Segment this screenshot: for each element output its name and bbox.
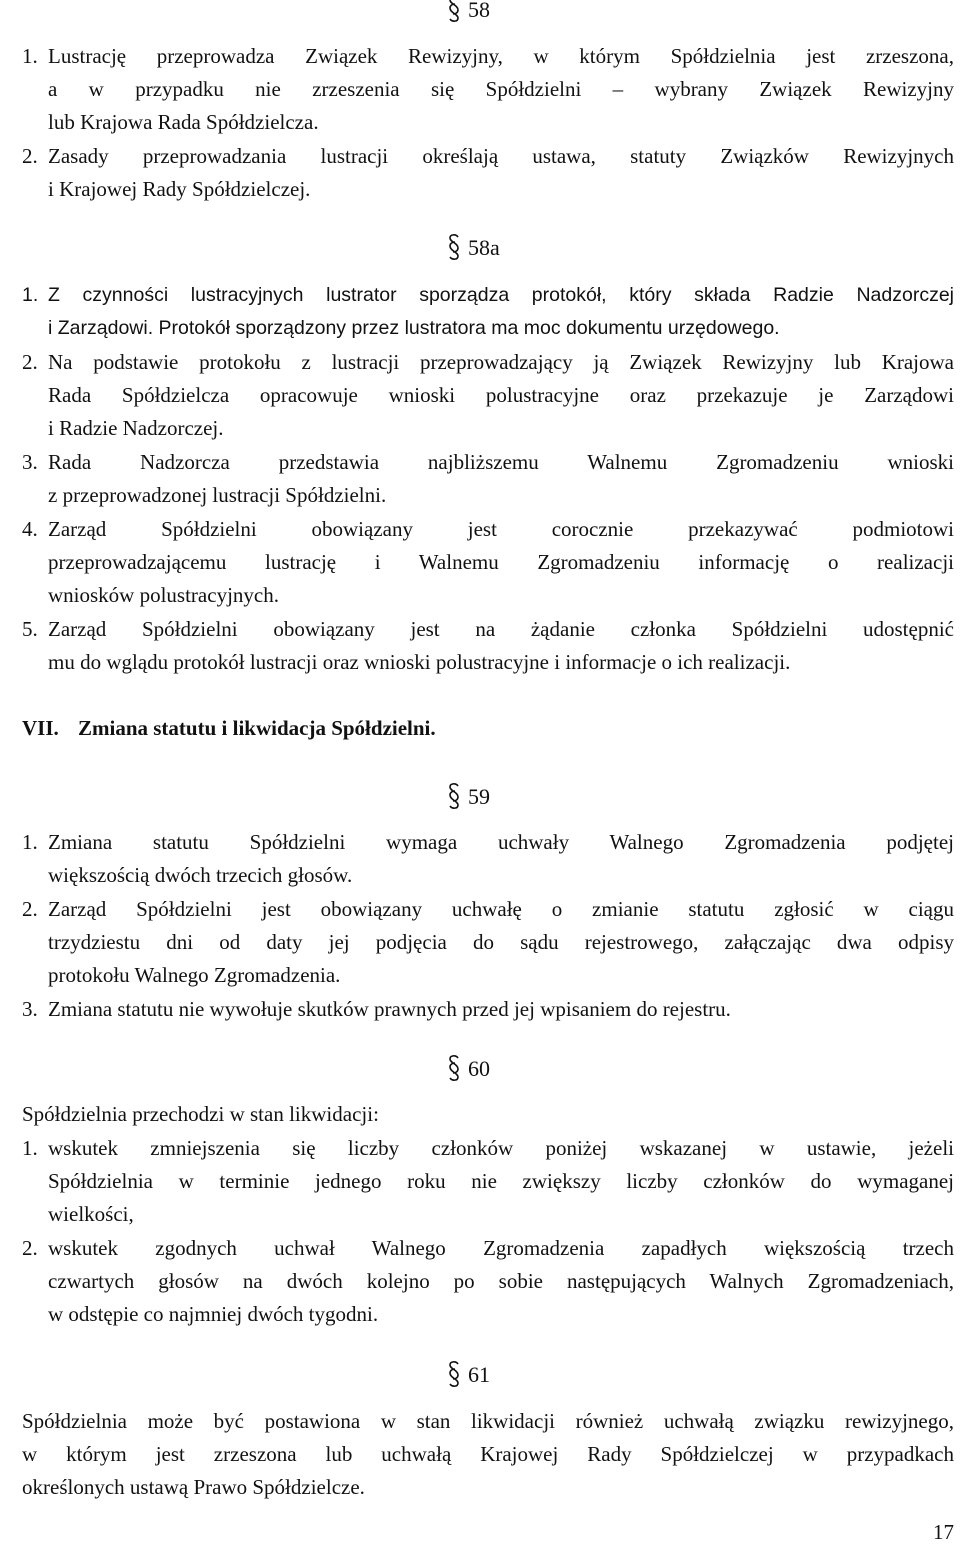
text-line: Rada Spółdzielcza opracowuje wnioski polustracyjne oraz przekazuje je Zarządowi <box>48 383 954 407</box>
text-line: wskutek zgodnych uchwał Walnego Zgromadzenia zapadłych większością trzech <box>48 1236 954 1260</box>
section-58-number: 58 <box>468 0 490 22</box>
section-59-number: 59 <box>468 784 490 809</box>
s58a-paragraph-3 <box>22 446 954 512</box>
text-line: i Zarządowi. Protokół sporządzony przez lustratora ma moc dokumentu urzędowego. <box>48 317 780 339</box>
text-line: Spółdzielnia może być postawiona w stan likwidacji również uchwałą związku rewizyjnego, <box>22 1409 954 1433</box>
section-sign-icon <box>446 782 462 810</box>
s60-p1-number: 1. <box>22 1136 38 1160</box>
s58a-paragraph-1 <box>22 279 954 345</box>
s60-paragraph-2 <box>22 1232 954 1331</box>
s59-paragraph-2 <box>22 893 954 992</box>
text-line: i Krajowej Rady Spółdzielczej. <box>48 177 311 201</box>
s58a-paragraph-5 <box>22 613 954 679</box>
text-line: wskutek zmniejszenia się liczby członków poniżej wskazanej w ustawie, jeżeli <box>48 1136 954 1160</box>
chapter-heading <box>22 712 436 745</box>
text-line: większością dwóch trzecich głosów. <box>48 863 353 887</box>
s58-p2-number: 2. <box>22 144 38 168</box>
text-line: Spółdzielnia przechodzi w stan likwidacji: <box>22 1102 379 1126</box>
text-line: i Radzie Nadzorczej. <box>48 416 224 440</box>
section-sign-icon <box>446 0 462 23</box>
text-line: Zmiana statutu Spółdzielni wymaga uchwały Walnego Zgromadzenia podjętej <box>48 830 954 854</box>
text-line: protokołu Walnego Zgromadzenia. <box>48 963 341 987</box>
text-line: Spółdzielnia w terminie jednego roku nie zwiększy liczby członków do wymaganej <box>48 1169 954 1193</box>
section-58a-heading <box>446 228 566 268</box>
section-61-heading <box>446 1355 566 1395</box>
section-60-number: 60 <box>468 1056 490 1081</box>
chapter-title: Zmiana statutu i likwidacja Spółdzielni. <box>78 716 436 740</box>
section-60-heading <box>446 1049 566 1089</box>
section-58a-number: 58a <box>468 235 500 260</box>
text-line: Rada Nadzorcza przedstawia najbliższemu Walnemu Zgromadzeniu wnioski <box>48 450 954 474</box>
s59-paragraph-3 <box>22 993 954 1026</box>
text-line: wielkości, <box>48 1202 134 1226</box>
s58a-p2-number: 2. <box>22 350 38 374</box>
text-line: Zasady przeprowadzania lustracji określają ustawa, statuty Związków Rewizyjnych <box>48 144 954 168</box>
section-61-number: 61 <box>468 1362 490 1387</box>
s58-p1-number: 1. <box>22 44 38 68</box>
text-line: przeprowadzającemu lustrację i Walnemu Zgromadzeniu informację o realizacji <box>48 550 954 574</box>
s58a-p4-number: 4. <box>22 517 38 541</box>
text-line: Lustrację przeprowadza Związek Rewizyjny, w którym Spółdzielnia jest zrzeszona, <box>48 44 954 68</box>
text-line: Na podstawie protokołu z lustracji przeprowadzający ją Związek Rewizyjny lub Krajowa <box>48 350 954 374</box>
s60-paragraph-1 <box>22 1132 954 1231</box>
section-58-heading <box>446 0 566 30</box>
s60-p2-number: 2. <box>22 1236 38 1260</box>
s61-paragraph <box>22 1405 954 1504</box>
text-line: określonych ustawą Prawo Spółdzielcze. <box>22 1475 365 1499</box>
s59-p2-number: 2. <box>22 897 38 921</box>
text-line: Zarząd Spółdzielni jest obowiązany uchwałę o zmianie statutu zgłosić w ciągu <box>48 897 954 921</box>
s59-paragraph-1 <box>22 826 954 892</box>
s58-paragraph-2 <box>22 140 954 206</box>
s58a-p5-number: 5. <box>22 617 38 641</box>
text-line: wniosków polustracyjnych. <box>48 583 279 607</box>
s60-intro <box>22 1098 954 1131</box>
page-number: 17 <box>933 1520 954 1544</box>
section-sign-icon <box>446 1054 462 1082</box>
chapter-number: VII. <box>22 716 59 740</box>
s59-p1-number: 1. <box>22 830 38 854</box>
text-line: w którym jest zrzeszona lub uchwałą Krajowej Rady Spółdzielczej w przypadkach <box>22 1442 954 1466</box>
s58a-paragraph-2 <box>22 346 954 445</box>
text-line: trzydziestu dni od daty jej podjęcia do sądu rejestrowego, załączając dwa odpisy <box>48 930 954 954</box>
section-sign-icon <box>446 233 462 261</box>
text-line: w odstępie co najmniej dwóch tygodni. <box>48 1302 379 1326</box>
s58a-paragraph-4 <box>22 513 954 612</box>
text-line: Zarząd Spółdzielni obowiązany jest corocznie przekazywać podmiotowi <box>48 517 954 541</box>
section-sign-icon <box>446 1360 462 1388</box>
text-line: Zmiana statutu nie wywołuje skutków prawnych przed jej wpisaniem do rejestru. <box>48 997 731 1021</box>
s58-paragraph-1 <box>22 40 954 139</box>
text-line: Zarząd Spółdzielni obowiązany jest na żądanie członka Spółdzielni udostępnić <box>48 617 954 641</box>
text-line: mu do wglądu protokół lustracji oraz wnioski polustracyjne i informacje o ich realizacji. <box>48 650 791 674</box>
text-line: z przeprowadzonej lustracji Spółdzielni. <box>48 483 387 507</box>
text-line: lub Krajowa Rada Spółdzielcza. <box>48 110 319 134</box>
s58a-p1-number: 1. <box>22 284 39 306</box>
text-line: Z czynności lustracyjnych lustrator sporządza protokół, który składa Radzie Nadzorczej <box>48 284 954 306</box>
text-line: czwartych głosów na dwóch kolejno po sobie następujących Walnych Zgromadzeniach, <box>48 1269 954 1293</box>
section-59-heading <box>446 777 566 817</box>
s58a-p3-number: 3. <box>22 450 38 474</box>
s59-p3-number: 3. <box>22 997 38 1021</box>
text-line: a w przypadku nie zrzeszenia się Spółdzielni – wybrany Związek Rewizyjny <box>48 77 954 101</box>
